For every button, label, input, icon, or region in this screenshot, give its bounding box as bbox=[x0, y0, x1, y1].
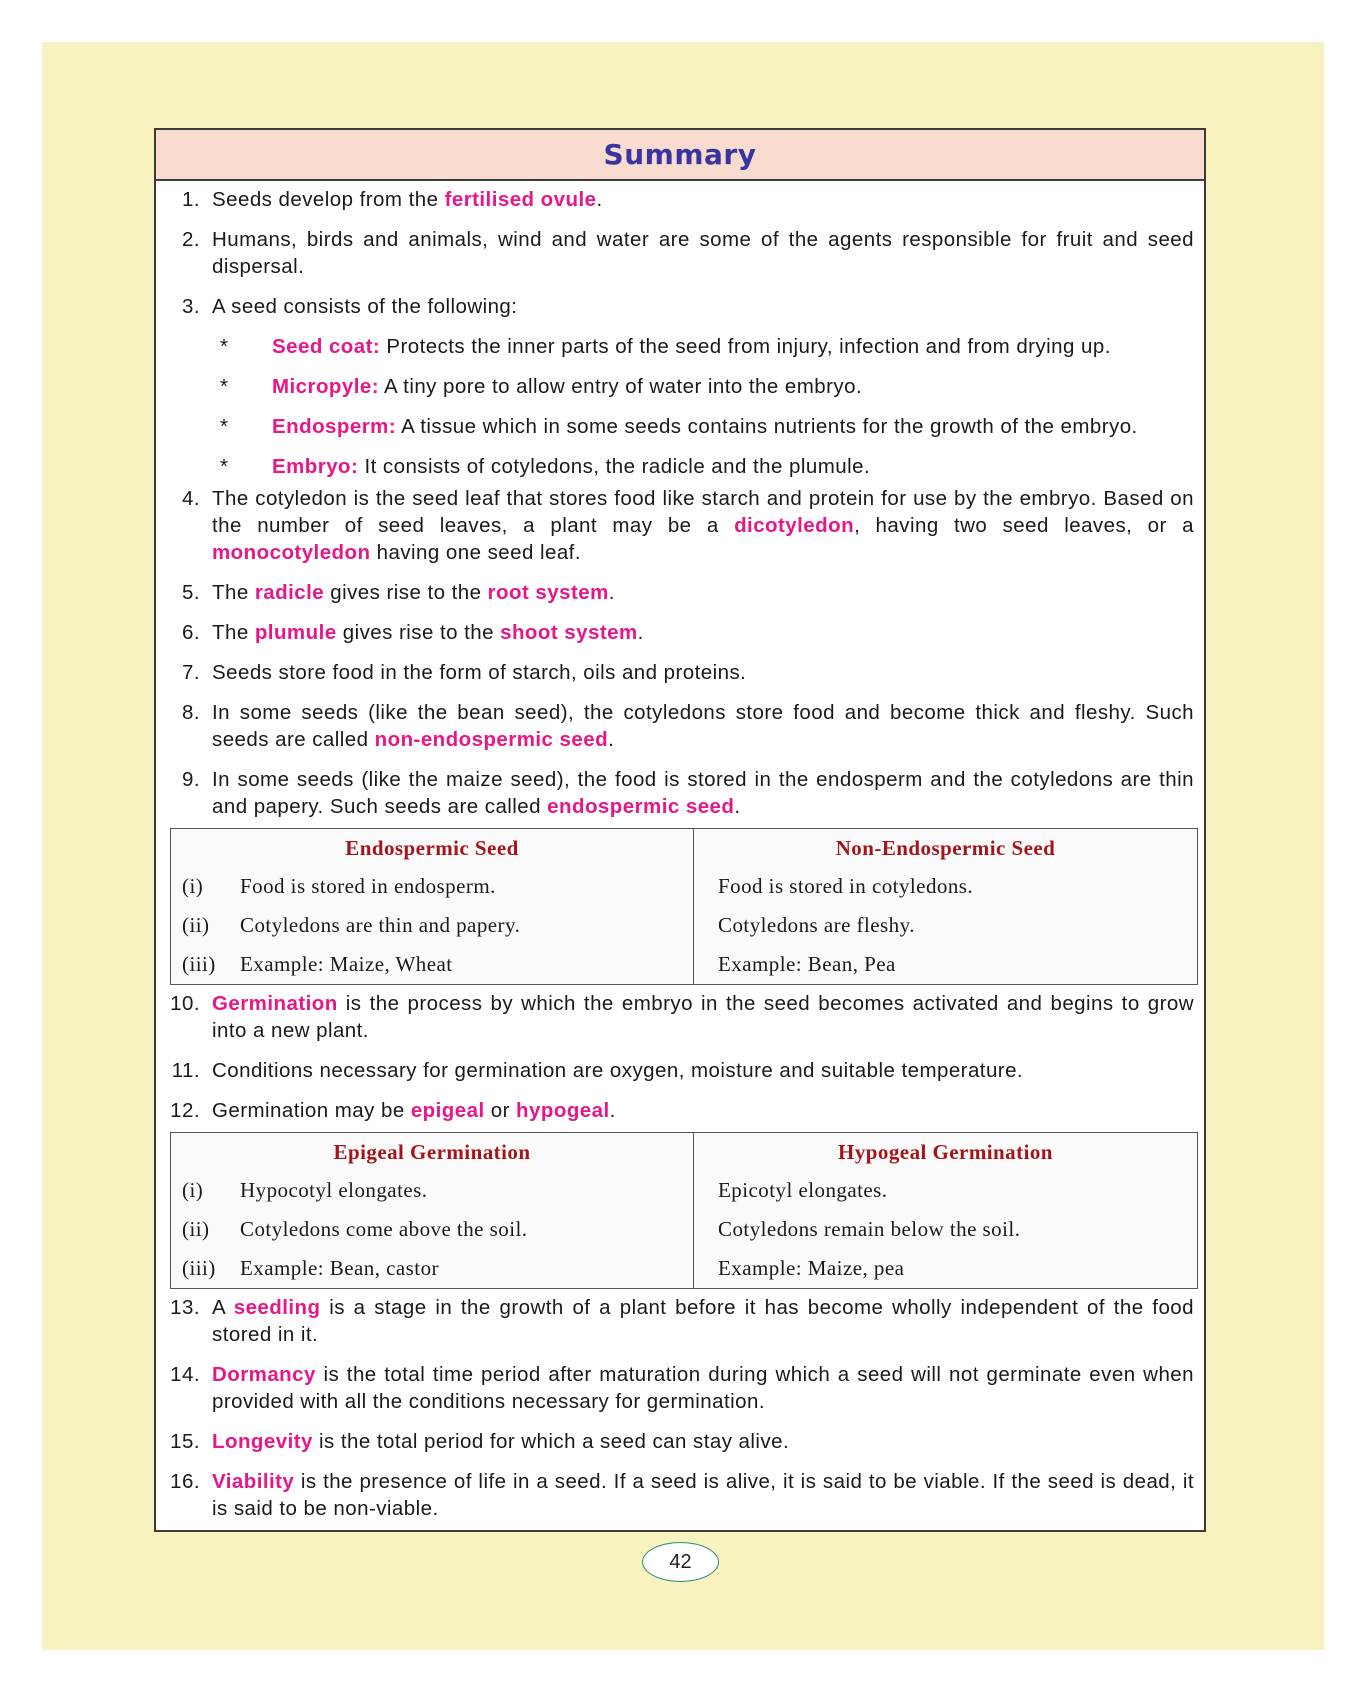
text-run: In some seeds (like the maize seed), the food is stored in the endosperm and the cotyledons are thin and papery. Such seeds are called bbox=[212, 768, 1194, 818]
seed-part-item bbox=[164, 373, 1194, 400]
highlighted-term: fertilised ovule bbox=[444, 188, 597, 211]
summary-item bbox=[164, 293, 1194, 320]
highlighted-term: radicle bbox=[254, 581, 325, 604]
item-number: 4. bbox=[182, 487, 200, 510]
row-number: (i) bbox=[182, 874, 204, 898]
summary-item bbox=[164, 1428, 1194, 1455]
text-run: . bbox=[637, 621, 644, 644]
bullet-star: * bbox=[220, 455, 229, 478]
item-number: 9. bbox=[182, 768, 200, 791]
text-run: Conditions necessary for germination are oxygen, moisture and suitable temperature. bbox=[212, 1059, 1024, 1082]
text-run: . bbox=[596, 188, 603, 211]
text-run: The bbox=[212, 581, 255, 604]
row-number: (iii) bbox=[182, 1256, 216, 1280]
summary-item bbox=[164, 990, 1194, 1044]
table-cell: Example: Maize, pea bbox=[718, 1256, 905, 1280]
summary-item bbox=[164, 1361, 1194, 1415]
item-text bbox=[212, 1468, 1194, 1522]
text-run: . bbox=[609, 1099, 616, 1122]
summary-item bbox=[164, 659, 1194, 686]
row-number: (i) bbox=[182, 1178, 204, 1202]
summary-item bbox=[164, 1468, 1194, 1522]
item-number: 2. bbox=[182, 228, 200, 251]
item-text bbox=[212, 659, 1194, 686]
table-header: Endospermic Seed bbox=[171, 829, 694, 868]
summary-item bbox=[164, 699, 1194, 753]
summary-box bbox=[154, 128, 1206, 1532]
table-cell: Cotyledons remain below the soil. bbox=[718, 1217, 1021, 1241]
highlighted-term: root system bbox=[487, 581, 609, 604]
highlighted-term: Micropyle: bbox=[272, 375, 380, 398]
summary-list-3 bbox=[164, 990, 1194, 1124]
text-run: The bbox=[212, 621, 255, 644]
item-number: 12. bbox=[170, 1099, 200, 1122]
text-run: A tiny pore to allow entry of water into the embryo. bbox=[379, 375, 863, 398]
summary-content bbox=[156, 186, 1204, 1522]
table-cell: Example: Maize, Wheat bbox=[240, 952, 453, 976]
text-run: is the total time period after maturation during which a seed will not germinate even when provided with all the conditions necessary for germination. bbox=[212, 1363, 1194, 1413]
text-run: The cotyledon is the seed leaf that stores food like starch and protein for use by the embryo. Based on the number of seed leaves, a plant may be a bbox=[212, 487, 1194, 537]
highlighted-term: hypogeal bbox=[516, 1099, 610, 1122]
item-text bbox=[212, 1097, 1194, 1124]
summary-item bbox=[164, 579, 1194, 606]
row-number: (ii) bbox=[182, 1217, 210, 1241]
text-run: gives rise to the bbox=[324, 581, 488, 604]
highlighted-term: dicotyledon bbox=[734, 514, 855, 537]
text-run: A bbox=[212, 1296, 234, 1319]
highlighted-term: endospermic seed bbox=[547, 795, 735, 818]
table-header: Hypogeal Germination bbox=[838, 1139, 1053, 1164]
summary-item bbox=[164, 485, 1194, 566]
table-cell: Hypocotyl elongates. bbox=[240, 1178, 428, 1202]
item-number: 15. bbox=[170, 1430, 200, 1453]
text-run: Humans, birds and animals, wind and water are some of the agents responsible for fruit and seed dispersal. bbox=[212, 228, 1194, 278]
item-text bbox=[212, 619, 1194, 646]
row-number: (iii) bbox=[182, 952, 216, 976]
item-text bbox=[212, 699, 1194, 753]
table-header: Epigeal Germination bbox=[171, 1133, 694, 1172]
text-run: is the process by which the embryo in the seed becomes activated and begins to grow into a new plant. bbox=[212, 992, 1194, 1042]
table-cell: Cotyledons are thin and papery. bbox=[240, 913, 521, 937]
text-run: It consists of cotyledons, the radicle and the plumule. bbox=[358, 455, 871, 478]
item-number: 6. bbox=[182, 621, 200, 644]
highlighted-term: Endosperm: bbox=[272, 415, 397, 438]
table-cell: Example: Bean, Pea bbox=[718, 952, 896, 976]
table-row bbox=[171, 906, 1198, 945]
text-run: Seeds store food in the form of starch, oils and proteins. bbox=[212, 661, 747, 684]
table-row bbox=[171, 1249, 1198, 1289]
item-number: 3. bbox=[182, 295, 200, 318]
germination-comparison-table bbox=[170, 1132, 1198, 1289]
bullet-star: * bbox=[220, 375, 229, 398]
table-cell: Cotyledons are fleshy. bbox=[718, 913, 915, 937]
table-row bbox=[171, 867, 1198, 906]
summary-header bbox=[156, 130, 1204, 181]
seed-part-item bbox=[164, 333, 1194, 360]
item-number: 11. bbox=[171, 1059, 200, 1082]
text-run: In some seeds (like the bean seed), the cotyledons store food and become thick and fleshy. Such seeds are called bbox=[212, 701, 1194, 751]
table-cell: Food is stored in cotyledons. bbox=[718, 874, 974, 898]
item-number: 8. bbox=[182, 701, 200, 724]
text-run: . bbox=[608, 728, 615, 751]
item-number: 10. bbox=[170, 992, 200, 1015]
item-text bbox=[212, 579, 1194, 606]
summary-item bbox=[164, 766, 1194, 820]
text-run: A tissue which in some seeds contains nutrients for the growth of the embryo. bbox=[396, 415, 1138, 438]
item-text bbox=[212, 1428, 1194, 1455]
highlighted-term: Embryo: bbox=[272, 455, 359, 478]
item-text bbox=[272, 453, 1194, 480]
bullet-star: * bbox=[220, 415, 229, 438]
bullet-star: * bbox=[220, 335, 229, 358]
seed-comparison-table bbox=[170, 828, 1198, 985]
text-run: Protects the inner parts of the seed from injury, infection and from drying up. bbox=[380, 335, 1111, 358]
summary-item bbox=[164, 1097, 1194, 1124]
item-text bbox=[212, 766, 1194, 820]
item-number: 14. bbox=[170, 1363, 200, 1386]
text-run: is a stage in the growth of a plant before it has become wholly independent of the food stored in it. bbox=[212, 1296, 1194, 1346]
table-row bbox=[171, 1210, 1198, 1249]
text-run: . bbox=[734, 795, 741, 818]
table-cell: Epicotyl elongates. bbox=[718, 1178, 888, 1202]
item-text bbox=[212, 1057, 1194, 1084]
item-text bbox=[272, 333, 1194, 360]
summary-title: Summary bbox=[603, 138, 757, 171]
highlighted-term: seedling bbox=[233, 1296, 321, 1319]
seed-parts-list bbox=[164, 333, 1194, 480]
item-text bbox=[212, 186, 1194, 213]
table-row bbox=[171, 945, 1198, 985]
item-number: 1. bbox=[182, 188, 200, 211]
highlighted-term: epigeal bbox=[410, 1099, 485, 1122]
item-number: 13. bbox=[170, 1296, 200, 1319]
text-run: Seeds develop from the bbox=[212, 188, 445, 211]
text-run: having one seed leaf. bbox=[370, 541, 581, 564]
item-text bbox=[212, 485, 1194, 566]
item-text bbox=[212, 990, 1194, 1044]
text-run: . bbox=[608, 581, 615, 604]
text-run: is the total period for which a seed can stay alive. bbox=[312, 1430, 790, 1453]
summary-item bbox=[164, 186, 1194, 213]
item-text bbox=[212, 293, 1194, 320]
summary-list-2 bbox=[164, 485, 1194, 820]
text-run: A seed consists of the following: bbox=[212, 295, 518, 318]
seed-part-item bbox=[164, 413, 1194, 440]
text-run: , having two seed leaves, or a bbox=[854, 514, 1194, 537]
item-text bbox=[272, 413, 1194, 440]
summary-list-1 bbox=[164, 186, 1194, 320]
highlighted-term: non-endospermic seed bbox=[374, 728, 609, 751]
summary-list-4 bbox=[164, 1294, 1194, 1522]
text-run: Germination may be bbox=[212, 1099, 411, 1122]
highlighted-term: Germination bbox=[212, 992, 338, 1015]
table-cell: Example: Bean, castor bbox=[240, 1256, 439, 1280]
highlighted-term: monocotyledon bbox=[212, 541, 371, 564]
summary-item bbox=[164, 619, 1194, 646]
table-row bbox=[171, 1171, 1198, 1210]
seed-part-item bbox=[164, 453, 1194, 480]
item-number: 16. bbox=[170, 1470, 200, 1493]
item-number: 7. bbox=[182, 661, 200, 684]
item-text bbox=[212, 1294, 1194, 1348]
highlighted-term: plumule bbox=[254, 621, 337, 644]
highlighted-term: shoot system bbox=[500, 621, 638, 644]
text-run: or bbox=[484, 1099, 517, 1122]
text-run: is the presence of life in a seed. If a seed is alive, it is said to be viable. If the seed is dead, it is said to be non-viable. bbox=[212, 1470, 1194, 1520]
summary-item bbox=[164, 226, 1194, 280]
item-text bbox=[212, 1361, 1194, 1415]
summary-item bbox=[164, 1294, 1194, 1348]
highlighted-term: Dormancy bbox=[212, 1363, 316, 1386]
item-text bbox=[212, 226, 1194, 280]
row-number: (ii) bbox=[182, 913, 210, 937]
highlighted-term: Viability bbox=[212, 1470, 295, 1493]
highlighted-term: Seed coat: bbox=[272, 335, 381, 358]
item-text bbox=[272, 373, 1194, 400]
table-header: Non-Endospermic Seed bbox=[835, 835, 1056, 860]
item-number: 5. bbox=[182, 581, 200, 604]
table-cell: Cotyledons come above the soil. bbox=[240, 1217, 528, 1241]
table-cell: Food is stored in endosperm. bbox=[240, 874, 496, 898]
summary-item bbox=[164, 1057, 1194, 1084]
text-run: gives rise to the bbox=[336, 621, 501, 644]
highlighted-term: Longevity bbox=[212, 1430, 313, 1453]
page-number: 42 bbox=[642, 1542, 719, 1582]
